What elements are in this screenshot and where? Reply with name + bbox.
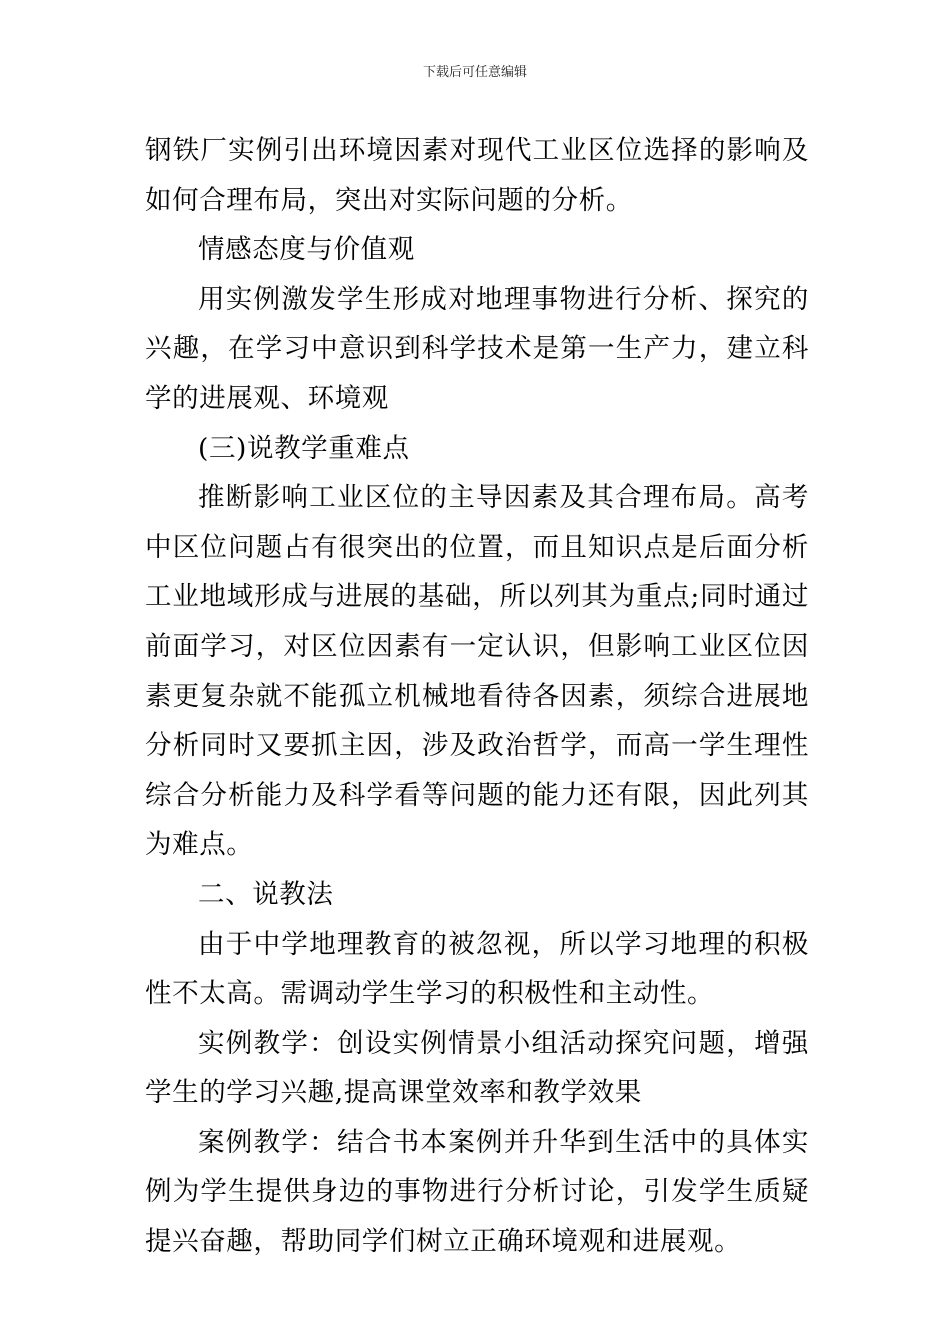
section-heading-emotion-values: 情感态度与价值观 [198,234,415,266]
paragraph-teaching-method-intro: 由于中学地理教育的被忽视，所以学习地理的积极性不太高。需调动学生学习的积极性和主动性。 [145,928,809,1010]
paragraph-emotion-values: 用实例激发学生形成对地理事物进行分析、探究的兴趣，在学习中意识到科学技术是第一生产力，建立科学的进展观、环境观 [145,283,809,414]
section-heading-key-difficulties: (三)说教学重难点 [198,432,410,464]
paragraph-example-teaching: 实例教学：创设实例情景小组活动探究问题，增强学生的学习兴趣,提高课堂效率和教学效果 [145,1027,809,1109]
section-heading-teaching-method: 二、说教法 [198,878,334,910]
document-body [145,126,809,1267]
paragraph-case-teaching: 案例教学：结合书本案例并升华到生活中的具体实例为学生提供身边的事物进行分析讨论，引发学生质疑提兴奋趣，帮助同学们树立正确环境观和进展观。 [145,1126,809,1258]
paragraph-key-difficulties: 推断影响工业区位的主导因素及其合理布局。高考中区位问题占有很突出的位置，而且知识点是后面分析工业地域形成与进展的基础，所以列其为重点;同时通过前面学习，对区位因素有一定认识，但影响工业区位因素更复杂就不能孤立机械地看待各因素，须综合进展地分析同时又要抓主因，涉及政治哲学，而高一学生理性综合分析能力及科学看等问题的能力还有限，因此列其为难点。 [145,482,809,861]
paragraph-continuation: 钢铁厂实例引出环境因素对现代工业区位选择的影响及如何合理布局，突出对实际问题的分析。 [145,135,809,216]
page-header: 下载后可任意编辑 [422,65,527,80]
